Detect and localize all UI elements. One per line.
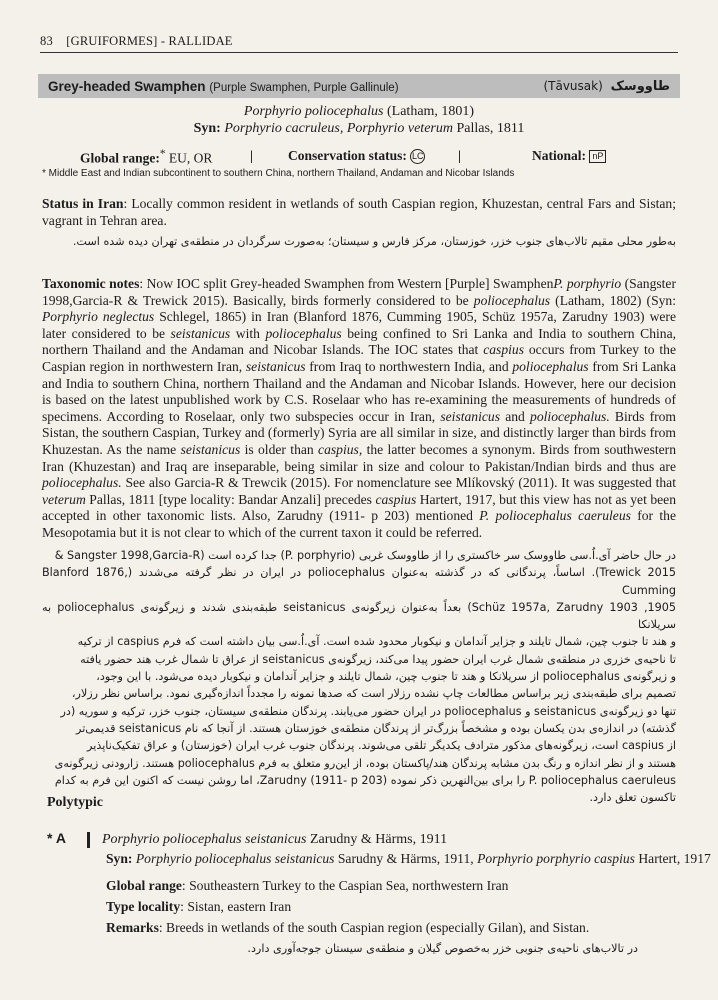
subspecies-syn-name: Porphyrio poliocephalus seistanicus	[135, 851, 335, 866]
alternative-names: (Purple Swamphen, Purple Gallinule)	[209, 81, 399, 94]
tax-taxon: seistanicus	[440, 408, 501, 424]
subspecies-remarks	[106, 920, 589, 936]
tax-text: the latter becomes a synonym. Birds from southwestern Iran (Khuzestan) and Iraq are inseparable, being similar in size and colour to Pakistan/Indian birds and thus are	[42, 441, 676, 474]
taxonomic-notes	[42, 276, 676, 542]
persian-line: گذشته) در اندازه‌ی بدن یکسان بوده و مشخصاً بزرگ‌تر از پرندگان منطقه‌ی خوزستان هستند. از آنجا که نام seistanicus قدیمی‌تر	[76, 721, 676, 735]
subspecies-a-heading	[47, 830, 687, 848]
persian-line: تا ناحیه‌ی خزری در منطقه‌ی شمال غرب ایران حضور پیدا می‌کند، زیرگونه‌ی seistanicus از عراق تا شمال غرب هند حضور یافته	[80, 652, 676, 666]
tax-taxon: seistanicus	[245, 358, 306, 374]
lc-badge-icon: LC	[410, 149, 425, 164]
subspecies-global-range	[106, 878, 508, 894]
divider-1: |	[250, 148, 253, 163]
remarks-text: : Breeds in wetlands of the south Caspian region (especially Gilan), and Sistan.	[158, 920, 590, 935]
taxonomic-notes-persian	[42, 547, 676, 806]
synonym-names: Porphyrio cacruleus, Porphyrio veterum	[224, 121, 453, 136]
np-badge-icon: nP	[589, 150, 606, 163]
tax-taxon: poliocephalus	[473, 292, 551, 308]
tax-text: for the Mesopotamia but it is not clear to which of the current taxon it could be referred.	[42, 508, 676, 540]
persian-line: و هند تا جنوب چین، شمال تایلند و جزایر آندامان و نیکوبار محدود شده است. آی.اُ.سی بیان داشته است که فرم caspius از ترکیه	[77, 635, 676, 649]
global-range-label: Global range:	[80, 150, 160, 166]
scientific-author: (Latham, 1801)	[387, 104, 475, 119]
synonyms-line	[40, 121, 678, 137]
persian-line: Trewick 2015). اساساً، پرندگانی که در گذشته به‌عنوان poliocephalus در ایران در نظر گرفته می‌شدند (Blanford 1876, Cumming	[42, 566, 676, 597]
tax-taxon: caspius	[483, 342, 524, 358]
tax-text: and	[500, 408, 531, 424]
tax-text: being confined to Sri Lanka and India to southern China, northern Thailand and the Andaman and Nicobar Islands. The IOC states that	[42, 325, 676, 358]
persian-line: تاکسون تعلق دارد.	[589, 791, 676, 805]
tax-text: Hartert, 1917, but this view has not as yet been accepted in other taxonomic lists. Also, Zarudny (1911- p 203) mentioned	[42, 491, 676, 524]
subspecies-bar	[87, 832, 90, 848]
tax-text: (Sangster 1998,Garcia-R & Trewick 2015). Basically, birds formerly considered to be	[42, 276, 676, 308]
global-range: Global range:* EU, OR	[80, 148, 213, 166]
persian-line: P. poliocephalus caeruleus را برای بین‌النهرین ذکر نموده (Zarudny (1911- p 203، اما روشن نیست که اکنون این فرم به کدام	[54, 773, 676, 787]
subspecies-type-locality	[106, 899, 291, 915]
persian-line: از caspius است، زیرگونه‌های مذکور مترادف یکدیگر تلقی می‌شوند. پرندگان جنوب غرب ایران (خوزستان) و عراق تفکیک‌ناپذیر	[87, 739, 676, 753]
species-persian-title	[543, 79, 670, 94]
synonyms-label: Syn:	[193, 121, 221, 136]
type-locality-text: : Sistan, eastern Iran	[180, 899, 292, 914]
running-head	[40, 34, 233, 49]
tax-text: Schlegel, 1865) in Iran (Blanford 1876, Cumming 1905, Schüz 1957a, Zarudny 1903) were later considered to be	[42, 309, 676, 341]
tax-text: occurs from Turkey to the Caspian region in northwestern Iran,	[42, 342, 677, 374]
subspecies-syn-author: Hartert, 1917	[638, 851, 711, 866]
subspecies-global-range-label: Global range	[106, 878, 182, 893]
persian-line: 1905, Schüz 1957a, Zarudny 1903) بعداً به‌عنوان زیرگونه‌ی seistanicus طبقه‌بندی شدند و زیرگونه‌ی poliocephalus به سریلانکا	[42, 600, 676, 632]
section-heading: [GRUIFORMES] - RALLIDAE	[66, 34, 233, 48]
tax-text: Pallas, 1811 [type locality: Bandar Anzali] precedes	[85, 491, 376, 507]
tax-taxon: poliocephalus.	[530, 408, 610, 424]
remarks-persian: در تالاب‌های ناحیه‌ی جنوبی خزر به‌خصوص گیلان و منطقه‌ی سیستان جوجه‌آوری دارد.	[247, 942, 638, 955]
header-rule	[40, 52, 678, 53]
range-footnote: * Middle East and Indian subcontinent to southern China, northern Thailand, Andaman and Nicobar Islands	[42, 168, 515, 179]
tax-text: (Latham, 1802) (Syn:	[550, 292, 676, 308]
species-title-bar	[38, 74, 680, 98]
tax-text: from Sri Lanka and India to southern China, northern Thailand and the Andaman and Nicobar Islands. However, here our decision is based on the latest unpublished work by C.S. Roselaar who has re-examining the measurements of hundreds of specimens. According to Roselaar, only two subspecies occur in Iran,	[42, 358, 676, 424]
persian-line: هستند و از نظر اندازه و رنگ بدن مشابه پرندگان هند/پاکستان بوده، از این‌رو متعلق به فرم poliocephalus هستند. زارودنی زیرگونه‌ی	[54, 756, 676, 770]
persian-line: تنها دو زیرگونه‌ی seistanicus و poliocephalus در ایران حضور می‌یابند. پرندگان منطقه‌ی سیستان، جنوب خزر، ترکیه و سوریه (در	[60, 704, 676, 718]
type-locality-label: Type locality	[106, 899, 181, 914]
scientific-name: Porphyrio poliocephalus	[243, 104, 384, 119]
conservation-status	[288, 148, 425, 164]
subspecies-global-range-text: : Southeastern Turkey to the Caspian Sea, northwestern Iran	[181, 878, 509, 893]
tax-taxon: P. poliocephalus caeruleus	[479, 508, 631, 524]
national-status	[532, 148, 606, 164]
synonym-author: Pallas, 1811	[456, 121, 525, 136]
tax-taxon: veterum	[42, 491, 86, 507]
persian-line: و زیرگونه‌ی poliocephalus از سریلانکا و هند تا جنوب چین، شمال تایلند و جزایر آندامان و نیکوبار دیده می‌شود. با این وجود،	[96, 670, 676, 684]
persian-line: تصمیم برای طبقه‌بندی زیر براساس مطالعات چاپ نشده رزلار است که صدها نمونه را مجدداً اندازه‌گیری نمود. براساس نظر رزلار،	[71, 687, 676, 701]
status-in-iran-persian: به‌طور محلی مقیم تالاب‌های جنوب خزر، خوزستان، مرکز فارس و سیستان؛ به‌صورت سرگردان در منطقه‌ی تهران دیده شده است.	[72, 235, 676, 249]
tax-text: with	[230, 325, 266, 341]
global-range-value: EU, OR	[168, 150, 213, 166]
page-number: 83	[40, 34, 53, 48]
tax-taxon: Porphyrio neglectus	[42, 309, 155, 325]
subspecies-author: Zarudny & Härms, 1911	[309, 832, 448, 847]
tax-taxon: seistanicus	[180, 441, 241, 457]
tax-text: from Iraq to northwestern India, and	[305, 358, 513, 374]
english-name: Grey-headed Swamphen	[48, 78, 206, 94]
tax-text: Birds from Sistan, the southern Caspian, Turkey and (formerly) Syria are all similar in size, and distinctly larger than birds from Khuzestan. As the name	[42, 408, 676, 457]
tax-taxon: caspius	[375, 491, 417, 507]
tax-taxon: poliocephalus	[512, 358, 589, 374]
persian-name: طاووسک	[610, 78, 670, 94]
subspecies-name: Porphyrio poliocephalus seistanicus	[101, 832, 307, 847]
national-label: National:	[532, 148, 586, 163]
subspecies-syn-name: Porphyrio porphyrio caspius	[477, 851, 635, 866]
status-in-iran-english	[42, 196, 676, 229]
remarks-label: Remarks	[106, 920, 159, 935]
divider-2: |	[458, 148, 461, 163]
persian-transliteration: (Tāvusak)	[543, 78, 603, 93]
tax-taxon: caspius,	[318, 441, 363, 457]
tax-taxon: seistanicus	[170, 325, 231, 341]
tax-taxon: poliocephalus	[265, 325, 342, 341]
species-english-title	[48, 79, 399, 94]
tax-taxon: P. porphyrio	[553, 276, 622, 291]
status-in-iran-label: Status in Iran	[42, 196, 124, 211]
subspecies-marker: * A	[47, 830, 66, 846]
status-in-iran	[42, 196, 676, 250]
polytypic-heading: Polytypic	[47, 795, 103, 810]
subspecies-syn-label: Syn:	[106, 851, 133, 866]
tax-taxon: poliocephalus.	[42, 475, 122, 491]
subspecies-syn-author: Sarudny & Härms, 1911,	[337, 851, 474, 866]
tax-text: See also Garcia-R & Trewcik (2015). For nomenclature see Mlíkovský (2011). It was suggested that	[121, 475, 676, 491]
persian-line: در حال حاضر آی.اُ.سی طاووسک سر خاکستری را از طاووسک غربی (P. porphyrio) جدا کرده است (Sangster 1998,Garcia-R &	[54, 549, 676, 562]
tax-text: is older than	[240, 441, 319, 457]
conservation-label: Conservation status:	[288, 148, 407, 163]
tax-text: : Now IOC split Grey-headed Swamphen from Western [Purple] Swamphen	[139, 276, 554, 291]
status-in-iran-text: : Locally common resident in wetlands of south Caspian region, Khuzestan, central Fars and Sistan; vagrant in Tehran area.	[42, 196, 677, 228]
subspecies-synonyms	[106, 851, 711, 867]
scientific-name-line	[40, 104, 678, 120]
taxonomic-notes-label: Taxonomic notes	[42, 276, 140, 291]
